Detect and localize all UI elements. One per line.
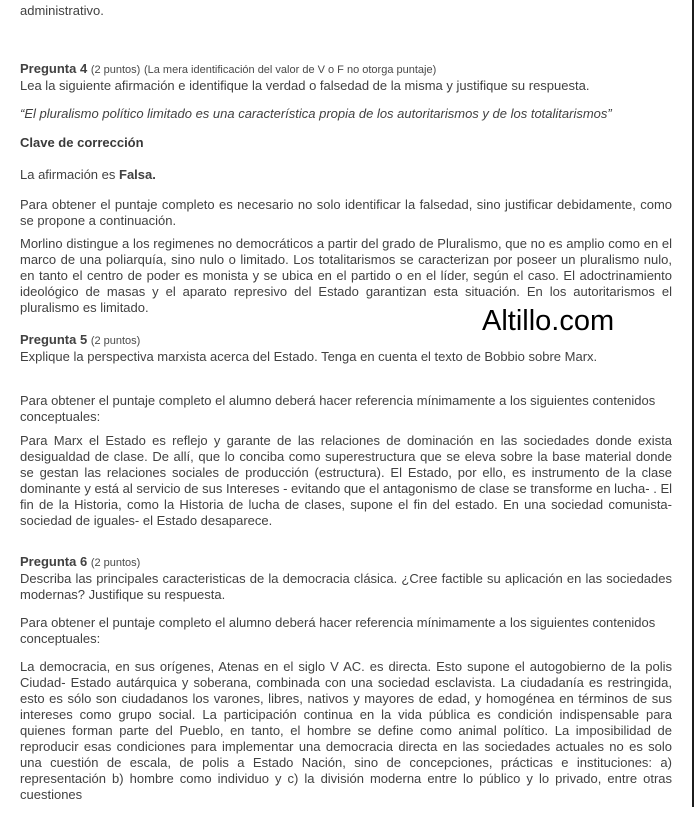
question-4-explanation: Para obtener el puntaje completo es necesario no solo identificar la falsedad, sino justificar debidamente, como se propone a continuación. [20,197,672,228]
question-6-answer: La democracia, en sus orígenes, Atenas en el siglo V AC. es directa. Esto supone el autogobierno de la polis Ciudad- Estado autárquica y soberana, combinada con una sociedad esclavista. La ciudadanía es restringida, esto es sólo son ciudadanos los varones, libres, nativos y mayores de edad, y homogénea en términos de sus intereses como grupo social. La participación continua en la vida pública es condición indispensable para quienes forman parte del Pueblo, en tanto, el hombre se define como animal político. La imposibilidad de reproducir esas condiciones para implementar una democracia directa en las sociedades actuales no es solo una cuestión de escala, de polis a Estado Nación, sino de concepciones, prácticas e instituciones: a) representación b) hombre como individuo y c) la división moderna entre lo público y lo privado, entre otras cuestiones [20,659,672,802]
intro-fragment: administrativo. [20,3,104,18]
question-6-prompt: Describa las principales caracteristicas de la democracia clásica. ¿Cree factible su aplicación en las sociedades modernas? Justifique su respuesta. [20,571,672,602]
question-5-section [20,332,672,529]
answer-key-heading: Clave de corrección [20,135,144,150]
question-6-section [20,554,672,803]
question-4-heading [20,61,672,78]
watermark-text: Altillo.com [482,305,615,337]
question-6-heading [20,554,672,571]
question-4-prompt: Lea la siguiente afirmación e identifique la verdad o falsedad de la misma y justifique su respuesta. [20,78,590,93]
question-6-rubric: Para obtener el puntaje completo el alumno deberá hacer referencia mínimamente a los siguientes contenidos conceptuales: [20,615,656,646]
answer-line [20,167,672,183]
morlino-paragraph: Morlino distingue a los regimenes no democráticos a partir del grado de Pluralismo, que no es amplio como en el marco de una poliarquía, sino nulo o limitado. Los totalitarismos se caracterizan por poseer un pluralismo nulo, en tanto el centro de poder es monista y se ubica en el partido o en el líder, según el caso. El adoctrinamiento ideológico de masas y el aparato represivo del Estado garantizan esta situación. En los autoritarismos el pluralismo es limitado. [20,236,672,315]
page-right-border [692,0,694,807]
question-5-rubric: Para obtener el puntaje completo el alumno deberá hacer referencia mínimamente a los siguientes contenidos conceptuales: [20,393,656,424]
question-5-title: Pregunta 5 [20,332,88,347]
question-5-prompt: Explique la perspectiva marxista acerca del Estado. Tenga en cuenta el texto de Bobbio sobre Marx. [20,349,598,364]
question-4-points: (2 puntos) [90,64,141,76]
question-5-answer: Para Marx el Estado es reflejo y garante de las relaciones de dominación en las sociedades donde exista desigualdad de clase. De allí, que lo conciba como superestructura que se eleva sobre la base material donde se gestan las relaciones sociales de producción (estructura). El Estado, por ello, es instrumento de la clase dominante y está al servicio de sus Intereses - evitando que el antagonismo de clase se transforme en lucha- . El fin de la Historia, como la Historia de lucha de clases, supone el fin del estado. En una sociedad comunista- sociedad de iguales- el Estado desaparece. [20,433,672,528]
answer-prefix: La afirmación es [20,167,119,182]
question-6-points: (2 puntos) [90,557,141,569]
question-4-section [20,61,672,316]
question-4-note: (La mera identificación del valor de V o F no otorga puntaje) [143,64,437,76]
question-4-quote: “El pluralismo político limitado es una característica propia de los autoritarismos y de los totalitarismos” [20,106,612,121]
question-4-title: Pregunta 4 [20,61,88,76]
answer-value: Falsa. [119,167,156,182]
question-6-title: Pregunta 6 [20,554,88,569]
question-5-points: (2 puntos) [90,335,141,347]
